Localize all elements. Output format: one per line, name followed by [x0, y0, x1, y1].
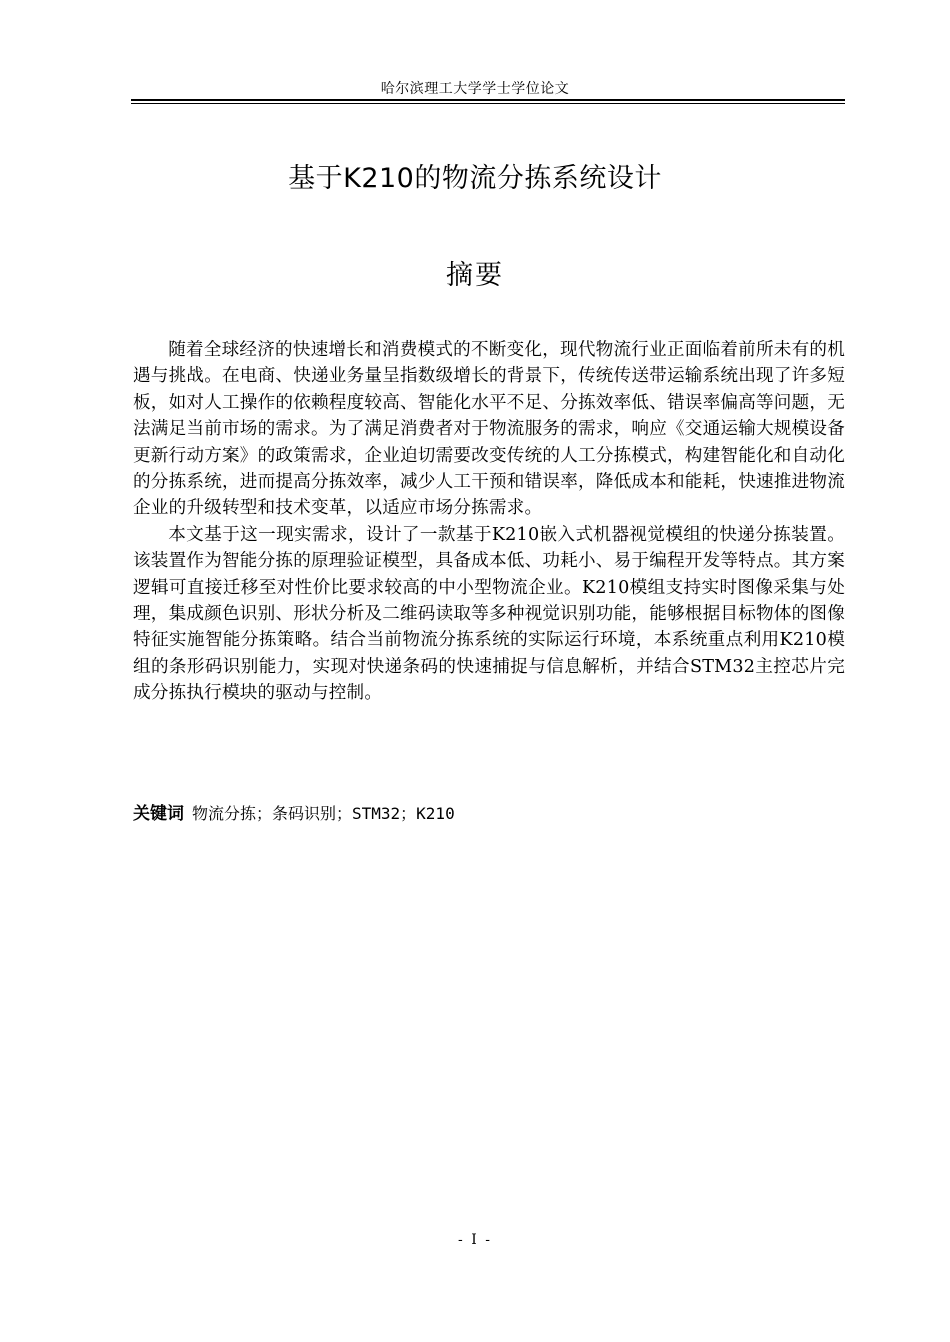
page-number: - I -: [458, 1232, 492, 1248]
keywords-label: 关键词: [133, 804, 184, 824]
keywords-line: [133, 801, 845, 827]
thesis-title: 基于K210的物流分拣系统设计: [288, 163, 662, 194]
abstract-body: [133, 337, 845, 707]
keywords-value: 物流分拣；条码识别；STM32；K210: [192, 804, 455, 823]
abstract-paragraph-1: 随着全球经济的快速增长和消费模式的不断变化，现代物流行业正面临着前所未有的机遇与挑战。在电商、快递业务量呈指数级增长的背景下，传统传送带运输系统出现了许多短板，如对人工操作的依赖程度较高、智能化水平不足、分拣效率低、错误率偏高等问题，无法满足当前市场的需求。为了满足消费者对于物流服务的需求，响应《交通运输大规模设备更新行动方案》的政策需求，企业迫切需要改变传统的人工分拣模式，构建智能化和自动化的分拣系统，进而提高分拣效率，减少人工干预和错误率，降低成本和能耗，快速推进物流企业的升级转型和技术变革，以适应市场分拣需求。: [133, 340, 845, 519]
header-rule-thick: [131, 99, 845, 101]
header-rule-thin: [131, 103, 845, 104]
abstract-heading: 摘要: [446, 260, 504, 291]
running-header: 哈尔滨理工大学学士学位论文: [380, 81, 570, 97]
abstract-paragraph-2: 本文基于这一现实需求，设计了一款基于K210嵌入式机器视觉模组的快递分拣装置。该装置作为智能分拣的原理验证模型，具备成本低、功耗小、易于编程开发等特点。其方案逻辑可直接迁移至对性价比要求较高的中小型物流企业。K210模组支持实时图像采集与处理，集成颜色识别、形状分析及二维码读取等多种视觉识别功能，能够根据目标物体的图像特征实施智能分拣策略。结合当前物流分拣系统的实际运行环境，本系统重点利用K210模组的条形码识别能力，实现对快递条码的快速捕捉与信息解析，并结合STM32主控芯片完成分拣执行模块的驱动与控制。: [133, 524, 845, 704]
